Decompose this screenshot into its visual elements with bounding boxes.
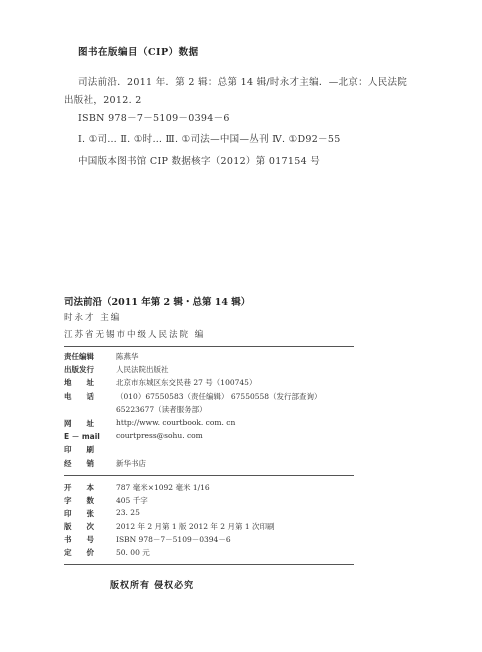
credit-key: 经 销 bbox=[64, 459, 94, 468]
credit-key: 印 刷 bbox=[64, 445, 94, 454]
credit-value: （010）67550583（责任编辑） 67550558（发行部查询） bbox=[116, 392, 322, 401]
spec-key: 开 本 bbox=[64, 483, 94, 492]
credit-key: 网 址 bbox=[64, 419, 94, 428]
credit-key: 责任编辑 bbox=[64, 352, 94, 361]
cip-entry-line-1: 司法前沿．2011 年．第 2 辑：总第 14 辑/时永才主编．—北京：人民法院 bbox=[78, 77, 408, 88]
credit-key: 地 址 bbox=[64, 378, 94, 387]
credit-value: 陈燕华 bbox=[116, 352, 139, 361]
spec-value: 787 毫米×1092 毫米 1/16 bbox=[116, 483, 210, 492]
credit-value: courtpress@sohu. com bbox=[116, 431, 203, 440]
credit-value: 新华书店 bbox=[116, 459, 146, 468]
spec-key: 书 号 bbox=[64, 535, 94, 544]
spec-key: 版 次 bbox=[64, 522, 94, 531]
credit-key: E － mail bbox=[64, 432, 100, 441]
cip-data-number: 中国版本图书馆 CIP 数据核字（2012）第 017154 号 bbox=[78, 156, 321, 167]
rule-bottom bbox=[64, 564, 354, 565]
spec-key: 字 数 bbox=[64, 496, 94, 505]
credit-value: http://www. courtbook. com. cn bbox=[116, 418, 236, 427]
credit-value: 65223677（读者服务部） bbox=[116, 405, 207, 414]
spec-value: 23. 25 bbox=[116, 508, 140, 517]
book-title: 司法前沿（2011 年第 2 辑・总第 14 辑） bbox=[64, 297, 251, 308]
rule-top bbox=[64, 346, 354, 347]
cip-isbn: ISBN 978－7－5109－0394－6 bbox=[78, 113, 230, 124]
spec-value: 50. 00 元 bbox=[116, 548, 150, 557]
spec-value: 405 千字 bbox=[116, 496, 148, 505]
cip-heading: 图书在版编目（CIP）数据 bbox=[78, 47, 199, 58]
cip-subjects: Ⅰ. ①司… Ⅱ. ①时… Ⅲ. ①司法—中国—丛刊 Ⅳ. ①D92－55 bbox=[78, 134, 341, 145]
credit-value: 人民法院出版社 bbox=[116, 365, 169, 374]
cip-entry-line-2: 出版社，2012. 2 bbox=[64, 95, 142, 106]
copyright-notice: 版权所有 侵权必究 bbox=[110, 581, 195, 591]
book-organizer: 江苏省无锡市中级人民法院 编 bbox=[64, 330, 206, 340]
book-editor: 时永才 主编 bbox=[64, 313, 122, 323]
spec-value: ISBN 978－7－5109－0394－6 bbox=[116, 535, 231, 544]
spec-key: 印 张 bbox=[64, 509, 94, 518]
credit-value: 北京市东城区东交民巷 27 号（100745） bbox=[116, 378, 257, 387]
spec-key: 定 价 bbox=[64, 548, 94, 557]
spec-value: 2012 年 2 月第 1 版 2012 年 2 月第 1 次印刷 bbox=[116, 522, 275, 531]
credit-key: 出版发行 bbox=[64, 365, 94, 374]
credit-key: 电 话 bbox=[64, 392, 94, 401]
rule-middle bbox=[64, 475, 354, 476]
